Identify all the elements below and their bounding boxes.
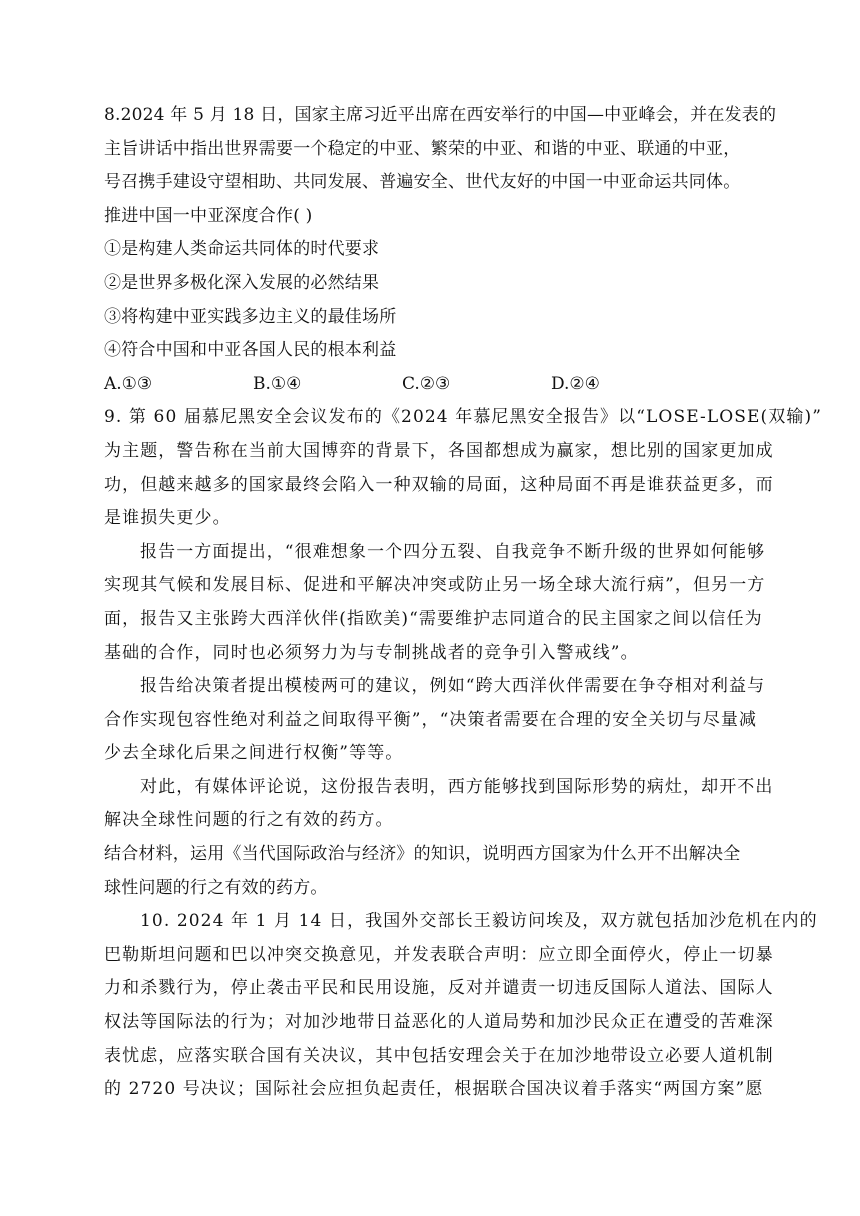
q8-statement-2: ②是世界多极化深入发展的必然结果 (104, 272, 380, 293)
q8-stem-line: 推进中国一中亚深度合作( ) (104, 205, 313, 226)
q8-statement-3: ③将构建中亚实践多边主义的最佳场所 (104, 306, 397, 327)
q9-material-line: 实现其气候和发展目标、促进和平解决冲突或防止另一场全球大流行病”，但另一方 (104, 575, 766, 596)
q10-material-line: 力和杀戮行为，停止袭击平民和民用设施，反对并谴责一切违反国际人道法、国际人 (104, 978, 774, 999)
question-10 (104, 905, 818, 1107)
q8-stem-line: 8.2024 年 5 月 18 日，国家主席习近平出席在西安举行的中国—中亚峰会，并在发表的 (104, 105, 777, 125)
q8-option-b: B.①④ (253, 373, 302, 394)
question-8 (104, 99, 777, 401)
q9-material-line: 基础的合作，同时也必须努力为与专制挑战者的竞争引入警戒线”。 (104, 642, 639, 663)
question-9 (104, 401, 822, 838)
q9-material-line: 功，但越来越多的国家最终会陷入一种双输的局面，这种局面不再是谁获益更多，而 (104, 474, 774, 495)
q8-statement-1: ①是构建人类命运共同体的时代要求 (104, 239, 380, 260)
q9-material-line: 对此，有媒体评论说，这份报告表明，西方能够找到国际形势的病灶，却开不出 (140, 776, 774, 797)
q10-material-line: 10. 2024 年 1 月 14 日，我国外交部长王毅访问埃及，双方就包括加沙危机在内的 (140, 911, 818, 932)
q8-option-a: A.①③ (104, 373, 153, 394)
page-content (104, 99, 822, 1107)
q10-material-line: 巴勒斯坦问题和巴以冲突交换意见，并发表联合声明：应立即全面停火，停止一切暴 (104, 944, 774, 965)
q9-material-line: 解决全球性问题的行之有效的药方。 (104, 810, 394, 831)
q10-material-line: 的 2720 号决议；国际社会应担负起责任，根据联合国决议着手落实“两国方案”愿 (104, 1079, 764, 1100)
q8-stem-line: 主旨讲话中指出世界需要一个稳定的中亚、繁荣的中亚、和谐的中亚、联通的中亚， (104, 138, 741, 159)
q10-material-line: 权法等国际法的行为；对加沙地带日益恶化的人道局势和加沙民众正在遭受的苦难深 (104, 1012, 774, 1033)
q9-material-line: 少去全球化后果之间进行权衡”等等。 (104, 743, 404, 764)
q8-options (104, 368, 760, 402)
q9-material-line: 报告一方面提出，“很难想象一个四分五裂、自我竞争不断升级的世界如何能够 (140, 541, 766, 562)
q9-material-line: 报告给决策者提出模棱两可的建议，例如“跨大西洋伙伴需要在争夺相对利益与 (140, 676, 766, 697)
q9-material-line: 是谁损失更少。 (104, 508, 231, 529)
q9-material-line: 面，报告又主张跨大西洋伙伴(指欧美)“需要维护志同道合的民主国家之间以信任为 (104, 608, 763, 629)
q8-statement-4: ④符合中国和中亚各国人民的根本利益 (104, 340, 397, 361)
q8-stem-line: 号召携手建设守望相助、共同发展、普遍安全、世代友好的中国一中亚命运共同体。 (104, 172, 741, 193)
q10-material-line: 表忧虑，应落实联合国有关决议，其中包括安理会关于在加沙地带设立必要人道机制 (104, 1045, 774, 1066)
q9-question-line: 球性问题的行之有效的药方。 (104, 877, 328, 898)
q9-material-line: 合作实现包容性绝对利益之间取得平衡”，“决策者需要在合理的安全关切与尽量减 (104, 709, 758, 730)
q9-question-line: 结合材料，运用《当代国际政治与经济》的知识，说明西方国家为什么开不出解决全 (104, 844, 741, 865)
q8-option-c: C.②③ (402, 373, 451, 394)
q8-option-d: D.②④ (551, 373, 600, 394)
q9-material-line: 9. 第 60 届慕尼黑安全会议发布的《2024 年慕尼黑安全报告》以“LOSE-LOSE(双输)” (104, 407, 822, 428)
q9-material-line: 为主题，警告称在当前大国博弈的背景下，各国都想成为赢家，想比别的国家更加成 (104, 440, 774, 461)
